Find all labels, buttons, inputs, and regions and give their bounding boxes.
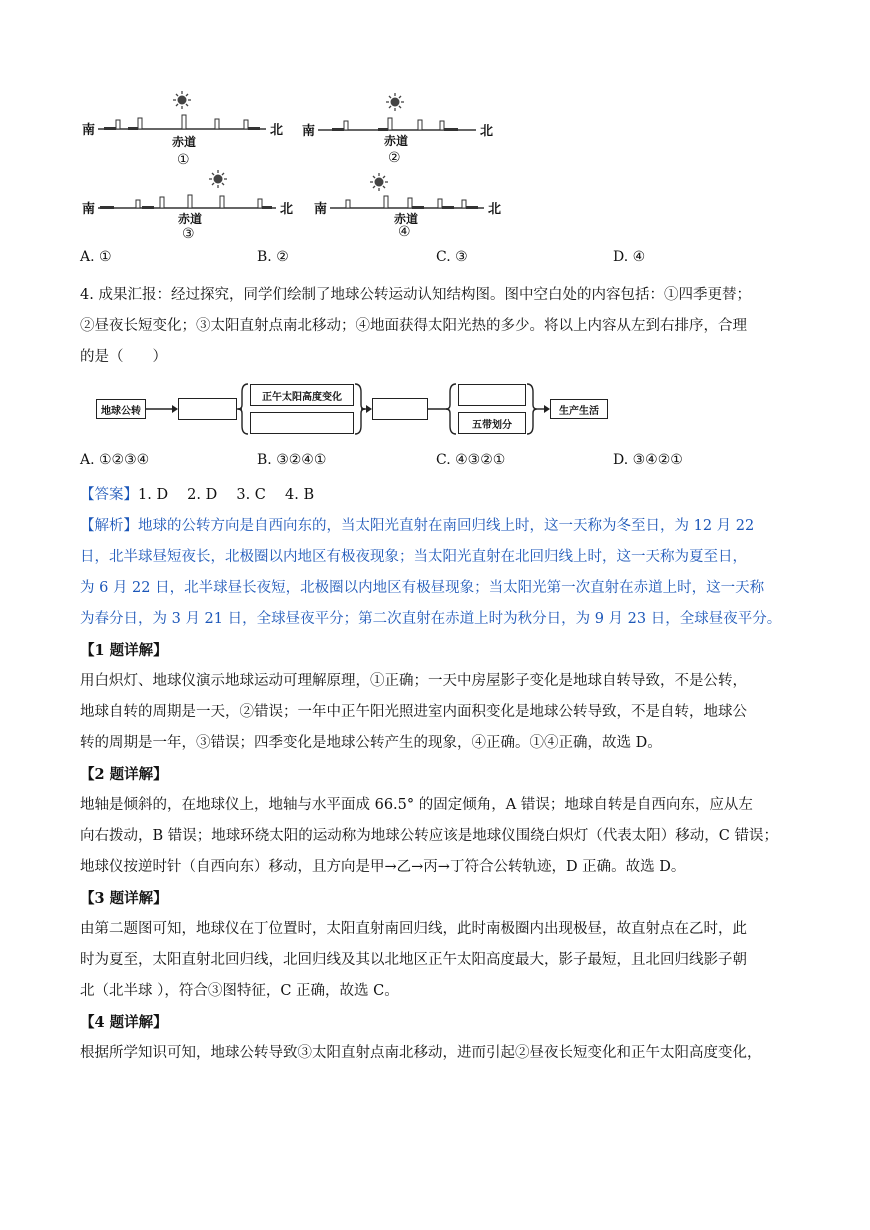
q4-option-c: C. ④③②① bbox=[436, 452, 506, 468]
q4-detail-line: 根据所学知识可知，地球公转导致③太阳直射点南北移动，进而引起②昼夜长短变化和正午太阳高度变化， bbox=[80, 1045, 762, 1061]
answer-text: 1. D 2. D 3. C 4. B bbox=[138, 487, 315, 503]
q1-detail-title: 【1 题详解】 bbox=[80, 642, 168, 659]
q4-option-d: D. ③④②① bbox=[613, 452, 683, 468]
answer-and-analysis bbox=[80, 480, 805, 1069]
answer-line bbox=[80, 480, 805, 511]
q4-stem bbox=[80, 280, 805, 373]
q3-detail-line: 时为夏至，太阳直射北回归线，北回归线及其以北地区正午太阳高度最大，影子最短，且北回归线影子朝 bbox=[80, 952, 747, 968]
q3-detail-title: 【3 题详解】 bbox=[80, 890, 168, 907]
q3-option-b: B. ② bbox=[257, 249, 289, 265]
shadow-diagram-3 bbox=[80, 168, 295, 240]
q4-stem-line: 4. 成果汇报：经过探究，同学们绘制了地球公转运动认知结构图。图中空白处的内容包括：①四季更替； bbox=[80, 287, 751, 303]
flow-blank-2 bbox=[250, 412, 354, 434]
analysis-text: 地球的公转方向是自西向东的，当太阳光直射在南回归线上时，这一天称为冬至日，为 12 月 22 bbox=[138, 518, 755, 534]
q1-detail-line: 转的周期是一年，③错误；四季变化是地球公转产生的现象，④正确。①④正确，故选 D。 bbox=[80, 735, 662, 751]
q1-detail-line: 地球自转的周期是一天，②错误；一年中正午阳光照进室内面积变化是地球公转导致，不是自转，地球公 bbox=[80, 704, 747, 720]
south-label: 南 bbox=[302, 124, 316, 139]
q4-stem-line: 的是（ ） bbox=[80, 349, 167, 365]
shadow-diagram-2 bbox=[300, 90, 500, 168]
q4-detail-title: 【4 题详解】 bbox=[80, 1014, 168, 1031]
north-label: 北 bbox=[270, 123, 284, 138]
q3-detail-line: 北（北半球 ），符合③图特征，C 正确，故选 C。 bbox=[80, 983, 399, 999]
q4-stem-line: ②昼夜长短变化；③太阳直射点南北移动；④地面获得太阳光热的多少。将以上内容从左到右排序，合理 bbox=[80, 318, 747, 334]
diagram-number: ③ bbox=[182, 226, 195, 240]
north-label: 北 bbox=[488, 202, 502, 217]
south-label: 南 bbox=[314, 202, 328, 217]
flow-box-earth-revolution: 地球公转 bbox=[96, 399, 146, 419]
q4-option-a: A. ①②③④ bbox=[80, 452, 150, 468]
earth-revolution-structure-diagram bbox=[90, 380, 630, 436]
q3-options bbox=[80, 249, 800, 269]
equator-label: 赤道 bbox=[394, 212, 419, 226]
sun-icon bbox=[209, 170, 227, 188]
q1-detail-line: 用白炽灯、地球仪演示地球运动可理解原理，①正确；一天中房屋影子变化是地球自转导致，不是公转， bbox=[80, 673, 747, 689]
analysis-line: 为 6 月 22 日，北半球昼长夜短，北极圈以内地区有极昼现象；当太阳光第一次直射在赤道上时，这一天称 bbox=[80, 580, 765, 596]
shadow-diagram-4 bbox=[312, 172, 502, 238]
analysis-line: 日，北半球昼短夜长，北极圈以内地区有极夜现象；当太阳光直射在北回归线上时，这一天称为夏至日， bbox=[80, 549, 747, 565]
south-label: 南 bbox=[82, 202, 96, 217]
diagram-number: ④ bbox=[398, 224, 411, 238]
analysis-line: 为春分日，为 3 月 21 日，全球昼夜平分；第二次直射在赤道上时为秋分日，为 9 月 23 日，全球昼夜平分。 bbox=[80, 611, 782, 627]
answer-tag: 【答案】 bbox=[80, 487, 138, 503]
q3-detail-line: 由第二题图可知，地球仪在丁位置时，太阳直射南回归线，此时南极圈内出现极昼，故直射点在乙时，此 bbox=[80, 921, 747, 937]
equator-label: 赤道 bbox=[172, 135, 197, 149]
shadow-diagram-1 bbox=[80, 88, 290, 168]
equator-label: 赤道 bbox=[178, 212, 203, 226]
q2-detail-line: 地球仪按逆时针（自西向东）移动，且方向是甲→乙→丙→丁符合公转轨迹，D 正确。故选 D。 bbox=[80, 859, 686, 875]
q4-options bbox=[80, 452, 800, 472]
analysis-tag: 【解析】 bbox=[80, 518, 138, 534]
flow-blank-4 bbox=[458, 384, 526, 406]
q4-option-b: B. ③②④① bbox=[257, 452, 327, 468]
north-label: 北 bbox=[480, 124, 494, 139]
sun-icon bbox=[370, 173, 388, 191]
q3-option-c: C. ③ bbox=[436, 249, 468, 265]
equator-label: 赤道 bbox=[384, 134, 409, 148]
flow-blank-3 bbox=[372, 398, 428, 420]
flow-blank-1 bbox=[178, 398, 237, 420]
q2-detail-line: 地轴是倾斜的，在地球仪上，地轴与水平面成 66.5° 的固定倾角，A 错误；地球自转是自西向东，应从左 bbox=[80, 797, 753, 813]
north-label: 北 bbox=[280, 202, 294, 217]
q2-detail-title: 【2 题详解】 bbox=[80, 766, 168, 783]
diagram-number: ① bbox=[177, 152, 190, 168]
analysis-line bbox=[80, 511, 805, 542]
flow-box-five-zones: 五带划分 bbox=[458, 412, 526, 434]
diagram-number: ② bbox=[388, 150, 401, 166]
q2-detail-line: 向右拨动，B 错误；地球环绕太阳的运动称为地球公转应该是地球仪围绕白炽灯（代表太阳）移动，C 错误； bbox=[80, 828, 778, 844]
south-label: 南 bbox=[82, 123, 96, 138]
sun-icon bbox=[173, 91, 191, 109]
flow-box-noon-sun-height: 正午太阳高度变化 bbox=[250, 384, 354, 406]
sun-icon bbox=[386, 93, 404, 111]
flow-box-production-life: 生产生活 bbox=[550, 399, 608, 419]
q3-option-d: D. ④ bbox=[613, 249, 646, 265]
q3-option-a: A. ① bbox=[80, 249, 112, 265]
